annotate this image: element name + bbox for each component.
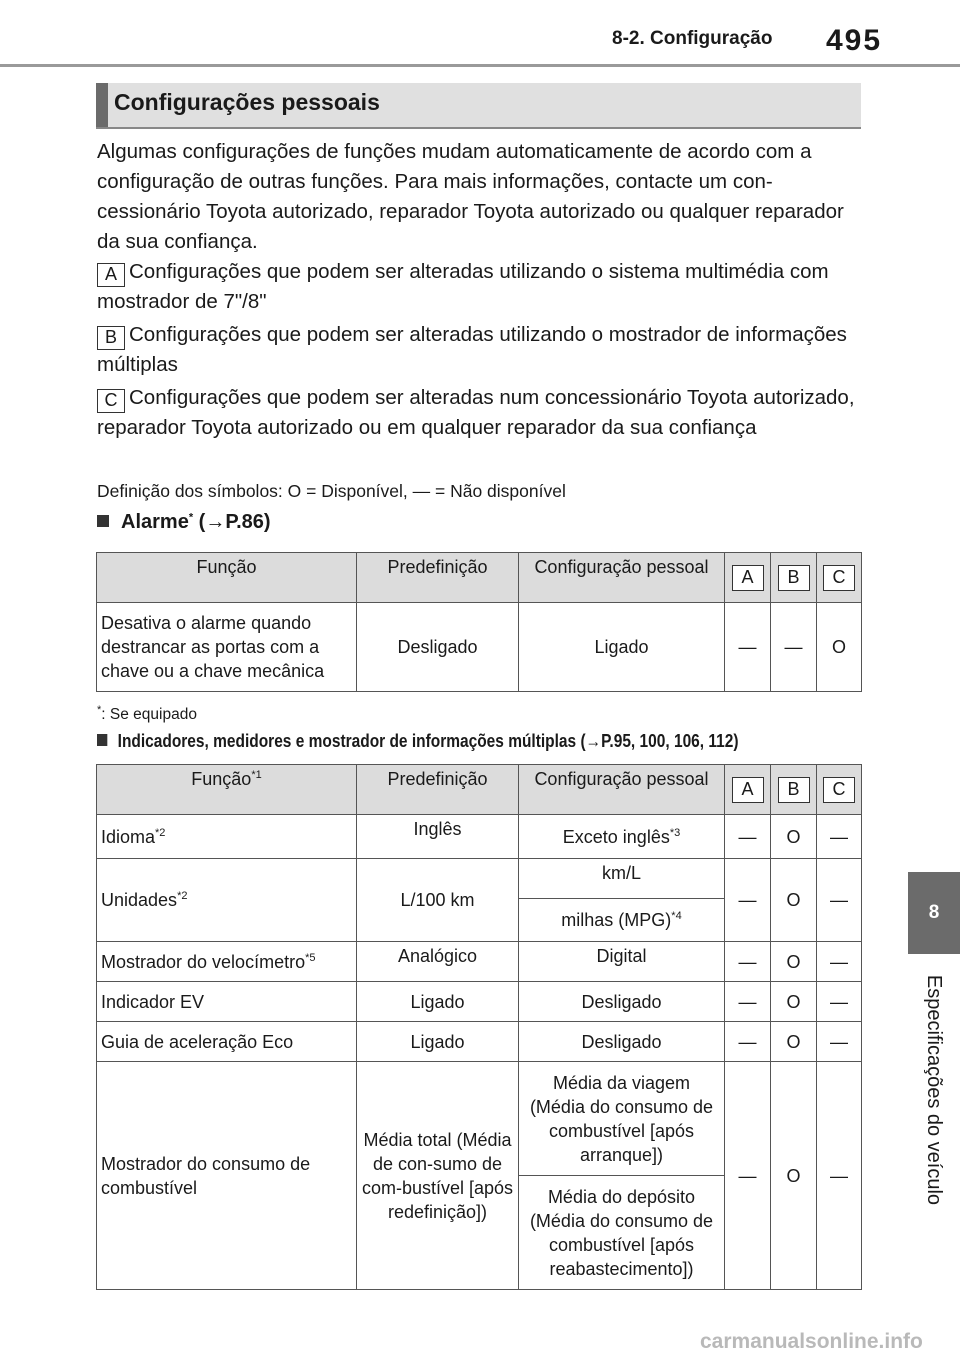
chapter-tab: 8: [908, 872, 960, 954]
cell-a: —: [725, 1022, 771, 1062]
cell-config: Desligado: [519, 982, 725, 1022]
cell-predefinicao: Inglês: [357, 815, 519, 859]
cell-a: —: [725, 859, 771, 942]
title-accent: [96, 83, 108, 127]
cell-b: O: [771, 859, 817, 942]
chapter-label: Especificações do veículo: [923, 974, 945, 1206]
table-row: [97, 982, 862, 1022]
section-title: Configurações pessoais: [114, 89, 380, 115]
legend-text-a: Configurações que podem ser alteradas utilizando o sistema multimédia com mostrador de 7"/8": [97, 260, 829, 313]
cell-c: —: [817, 1062, 862, 1290]
cell-a: —: [725, 982, 771, 1022]
cell-b: O: [771, 1022, 817, 1062]
alarm-footnote: *: Se equipado: [97, 703, 197, 723]
cell-config: Exceto inglês$^{*3}$: [519, 815, 725, 859]
col-header-predefinicao: Predefinição: [357, 553, 519, 603]
legend-key-a: A: [97, 263, 125, 287]
watermark-text: carmanualsonline.info: [700, 1330, 923, 1353]
cell-funcao: Unidades$^{*2}$: [97, 859, 357, 942]
cell-c: —: [817, 1022, 862, 1062]
col-header-b: B: [771, 765, 817, 815]
meters-heading: [97, 731, 739, 752]
cell-predefinicao: L/100 km: [357, 859, 519, 942]
cell-predefinicao: Desligado: [357, 603, 519, 692]
cell-funcao: Indicador EV: [97, 982, 357, 1022]
cell-config: Desligado: [519, 1022, 725, 1062]
page-number: 495: [826, 24, 883, 57]
cell-b: O: [771, 942, 817, 982]
table-row: [97, 603, 862, 692]
header-section-title: 8-2. Configuração: [612, 28, 773, 49]
cell-b: —: [771, 603, 817, 692]
header-divider: [0, 64, 960, 67]
cell-predefinicao: Analógico: [357, 942, 519, 982]
legend-text-b: Configurações que podem ser alteradas utilizando o mostrador de informações múltiplas: [97, 323, 847, 376]
alarm-heading-sup: *: [188, 511, 194, 524]
col-header-predefinicao: Predefinição: [357, 765, 519, 815]
cell-config: km/L: [519, 859, 725, 899]
symbols-definition: Definição dos símbolos: O = Disponível, — = Não disponível: [97, 481, 566, 501]
bullet-square-icon: [97, 515, 109, 527]
meters-table: [96, 764, 862, 1290]
legend-key-c: C: [97, 389, 125, 413]
cell-config: Ligado: [519, 603, 725, 692]
table-row: [97, 1062, 862, 1176]
cell-c: —: [817, 859, 862, 942]
alarm-heading: [97, 511, 271, 534]
cell-predefinicao: Ligado: [357, 1022, 519, 1062]
col-header-b: B: [771, 553, 817, 603]
col-header-c: C: [817, 765, 862, 815]
col-header-c: C: [817, 553, 862, 603]
table-row: [97, 1022, 862, 1062]
cell-funcao: Mostrador do velocímetro$^{*5}$: [97, 942, 357, 982]
col-header-a: A: [725, 765, 771, 815]
cell-a: —: [725, 1062, 771, 1290]
cell-b: O: [771, 982, 817, 1022]
cell-a: —: [725, 815, 771, 859]
table-row: [97, 942, 862, 982]
meters-header-row: [97, 765, 862, 815]
alarm-table: [96, 552, 862, 692]
meters-heading-text: Indicadores, medidores e mostrador de informações múltiplas (→P.95, 100, 106, 112): [117, 731, 739, 751]
col-header-funcao: Função: [97, 553, 357, 603]
cell-config: milhas (MPG)$^{*4}$: [519, 899, 725, 942]
alarm-heading-ref: (→P.86): [198, 511, 271, 533]
alarm-heading-text: Alarme: [121, 511, 189, 533]
legend-item-b: [97, 320, 867, 380]
cell-c: —: [817, 815, 862, 859]
section-title-bar: [96, 83, 861, 129]
cell-a: —: [725, 942, 771, 982]
cell-a: —: [725, 603, 771, 692]
col-header-a: A: [725, 553, 771, 603]
cell-config: Média da viagem (Média do consumo de combustível [após arranque]): [519, 1062, 725, 1176]
col-header-config: Configuração pessoal: [519, 765, 725, 815]
cell-predefinicao: Ligado: [357, 982, 519, 1022]
cell-c: —: [817, 982, 862, 1022]
cell-predefinicao: Média total (Média de con-sumo de com-bustível [após redefinição]): [357, 1062, 519, 1290]
bullet-square-icon: [97, 734, 107, 746]
cell-funcao: Guia de aceleração Eco: [97, 1022, 357, 1062]
cell-config: Digital: [519, 942, 725, 982]
legend-item-a: [97, 257, 867, 317]
alarm-header-row: [97, 553, 862, 603]
cell-funcao: Desativa o alarme quando destrancar as portas com a chave ou a chave mecânica: [97, 603, 357, 692]
cell-funcao: Idioma$^{*2}$: [97, 815, 357, 859]
col-header-funcao: Função$^{*1}$: [97, 765, 357, 815]
intro-paragraph: Algumas configurações de funções mudam automaticamente de acordo com a configuração de outras funções. Para mais informações, contacte um con-cessionário Toyota autorizado, reparador Toyota autorizado ou qualquer reparador da sua confiança.: [97, 140, 844, 253]
legend-item-c: [97, 383, 867, 443]
table-row: [97, 815, 862, 859]
legend-text-c: Configurações que podem ser alteradas num concessionário Toyota autorizado, reparador Toyota autorizado ou em qualquer reparador da sua confiança: [97, 386, 855, 439]
table-row: [97, 859, 862, 899]
cell-c: —: [817, 942, 862, 982]
cell-funcao: Mostrador do consumo de combustível: [97, 1062, 357, 1290]
col-header-config: Configuração pessoal: [519, 553, 725, 603]
cell-config: Média do depósito (Média do consumo de combustível [após reabastecimento]): [519, 1176, 725, 1290]
legend-key-b: B: [97, 326, 125, 350]
cell-b: O: [771, 1062, 817, 1290]
page-header: [0, 0, 960, 66]
cell-c: O: [817, 603, 862, 692]
cell-b: O: [771, 815, 817, 859]
